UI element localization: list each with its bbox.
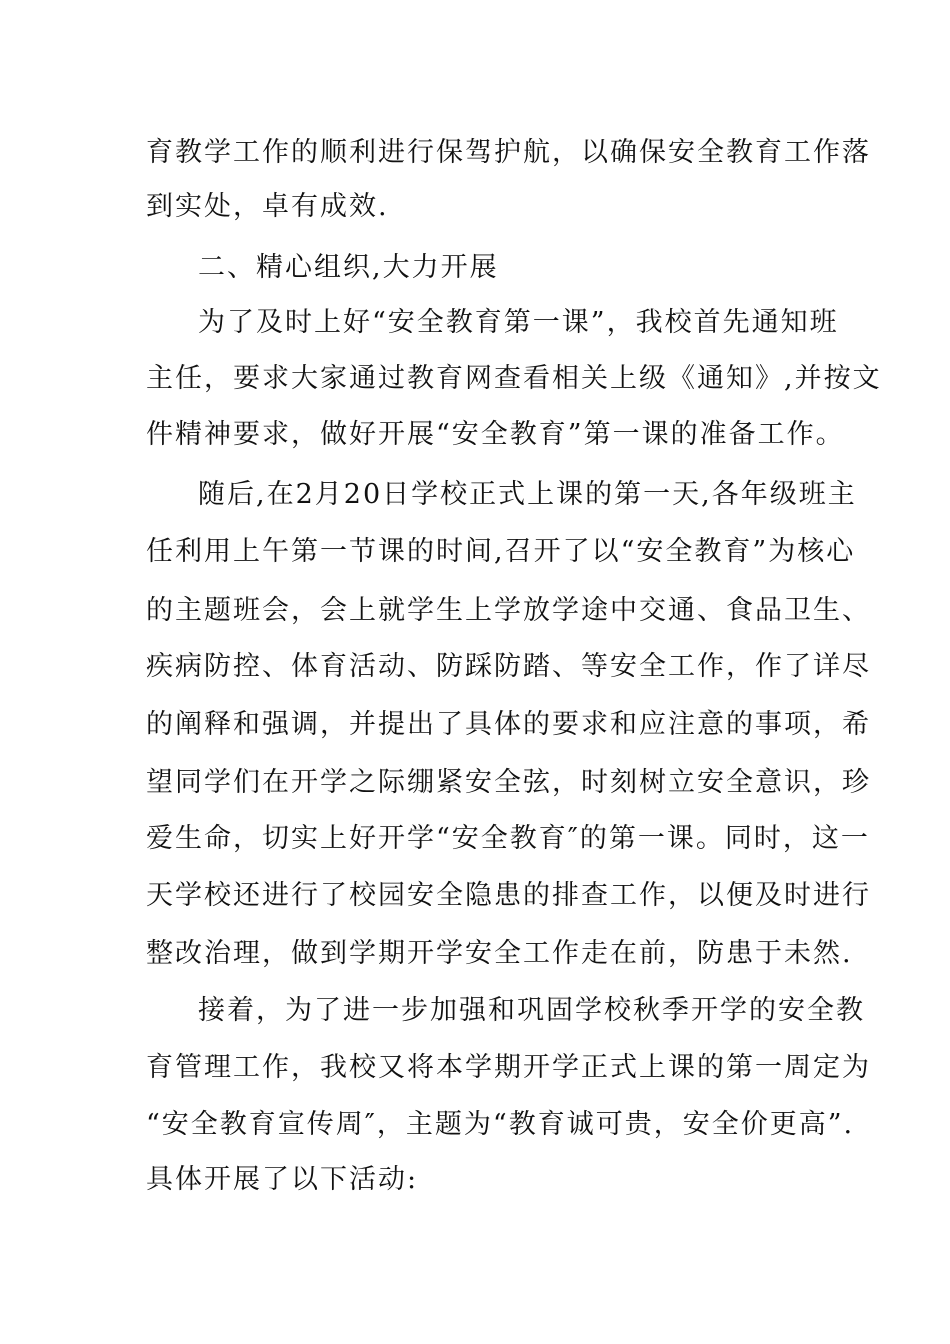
text-line: 疾病防控、体育活动、防踩防踏、等安全工作，作了详尽	[146, 651, 871, 682]
text-line: 件精神要求，做好开展“安全教育”第一课的准备工作。	[146, 419, 845, 450]
text-line: 的主题班会，会上就学生上学放学途中交通、食品卫生、	[146, 595, 871, 626]
text-line: 爱生命，切实上好开学“安全教育″的第一课。同时，这一	[146, 823, 870, 854]
section-heading: 二、精心组织,大力开展	[198, 252, 499, 283]
text-line: 主任，要求大家通过教育网查看相关上级《通知》,并按文	[146, 363, 882, 394]
text-line: 到实处，卓有成效.	[146, 191, 389, 222]
text-line: “安全教育宣传周″，主题为“教育诚可贵，安全价更高”.	[146, 1109, 855, 1140]
text-line: 育管理工作，我校又将本学期开学正式上课的第一周定为	[146, 1052, 871, 1083]
text-line: 的阐释和强调，并提出了具体的要求和应注意的事项，希	[146, 709, 871, 740]
text-line: 接着，为了进一步加强和巩固学校秋季开学的安全教	[198, 995, 865, 1026]
text-line: 为了及时上好“安全教育第一课”，我校首先通知班	[198, 307, 839, 338]
text-line: 整改治理，做到学期开学安全工作走在前，防患于未然.	[146, 938, 853, 969]
text-line: 随后,在2月20日学校正式上课的第一天,各年级班主	[198, 479, 857, 510]
text-line: 任利用上午第一节课的时间,召开了以“安全教育”为核心	[146, 536, 856, 567]
text-line: 育教学工作的顺利进行保驾护航，以确保安全教育工作落	[146, 137, 871, 168]
text-line: 具体开展了以下活动:	[146, 1164, 419, 1195]
text-line: 天学校还进行了校园安全隐患的排查工作，以便及时进行	[146, 880, 871, 911]
text-line: 望同学们在开学之际绷紧安全弦，时刻树立安全意识，珍	[146, 767, 871, 798]
